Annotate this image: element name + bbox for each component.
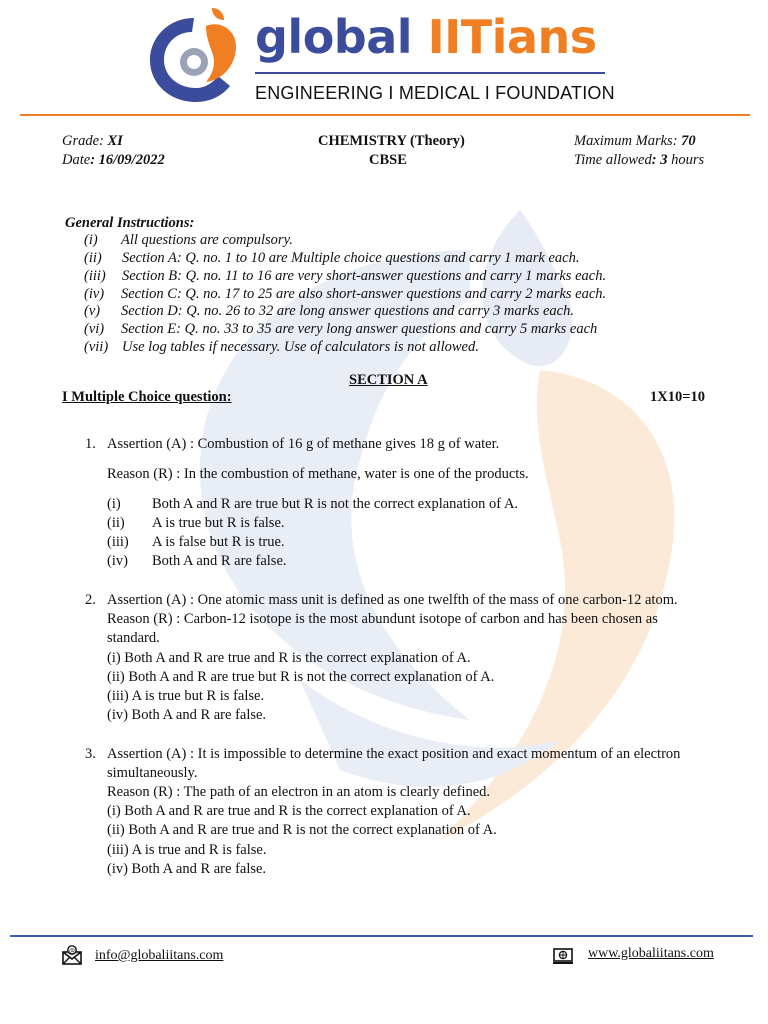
option-text: Both A and R are false. — [152, 553, 287, 569]
option-text: (ii) Both A and R are true and R is not the correct explanation of A. — [107, 822, 497, 838]
instruction-text: Section A: Q. no. 1 to 10 are Multiple choice questions and carry 1 mark each. — [122, 250, 580, 266]
instruction-number: (v) — [84, 303, 101, 319]
instruction-text: Section E: Q. no. 33 to 35 are very long answer questions and carry 5 marks each — [121, 321, 598, 337]
instruction-number: (iv) — [84, 286, 105, 302]
footer-website-link[interactable]: www.globaliitans.com — [588, 946, 714, 961]
question-reason: Reason (R) : Carbon-12 isotope is the most abundunt isotope of carbon and has been chosen as — [107, 611, 658, 627]
option-text: A is false but R is true. — [152, 534, 285, 550]
instruction-number: (vi) — [84, 321, 105, 337]
option-text: (ii) Both A and R are true but R is not the correct explanation of A. — [107, 669, 495, 685]
time-label: Time allowed — [574, 152, 652, 168]
instruction-text: Use log tables if necessary. Use of calculators is not allowed. — [122, 339, 479, 355]
question-number: 2. — [85, 592, 96, 608]
globe-monitor-icon — [552, 946, 574, 966]
section-subtitle: I Multiple Choice question: — [62, 389, 232, 405]
instruction-number: (ii) — [84, 250, 102, 266]
option-text: A is true but R is false. — [152, 515, 285, 531]
date-line — [62, 151, 165, 170]
svg-text:@: @ — [69, 947, 75, 955]
question-assertion: Assertion (A) : It is impossible to determine the exact position and exact momentum of an electron — [107, 746, 681, 762]
option-text: Both A and R are true but R is not the correct explanation of A. — [152, 496, 519, 512]
time-allowed-line — [574, 151, 704, 170]
instruction-number: (vii) — [84, 339, 109, 355]
option-number: (iv) — [107, 553, 128, 569]
instruction-text: Section C: Q. no. 17 to 25 are also short-answer questions and carry 2 marks each. — [121, 286, 607, 302]
footer-divider — [10, 935, 753, 937]
option-text: (iii) A is true and R is false. — [107, 842, 267, 858]
option-text: (i) Both A and R are true and R is the correct explanation of A. — [107, 650, 471, 666]
question-reason: Reason (R) : In the combustion of methane, water is one of the products. — [107, 466, 529, 482]
option-number: (i) — [107, 496, 121, 512]
brand-name-part2: IITians — [427, 10, 597, 64]
brand-name — [255, 10, 597, 64]
question-reason: Reason (R) : The path of an electron in an atom is clearly defined. — [107, 784, 491, 800]
question-number: 3. — [85, 746, 96, 762]
time-unit: hours — [671, 152, 705, 168]
footer-email-link[interactable]: info@globaliitans.com — [95, 948, 224, 963]
brand-logo-icon — [148, 4, 240, 104]
time-value: : 3 — [651, 152, 668, 168]
option-text: (iii) A is true but R is false. — [107, 688, 265, 704]
question-assertion-continued: simultaneously. — [107, 765, 198, 781]
header-divider — [20, 114, 750, 116]
date-label: Date — [62, 152, 91, 168]
instruction-text: Section B: Q. no. 11 to 16 are very short-answer questions and carry 1 marks each. — [122, 268, 607, 284]
board-name: CBSE — [369, 152, 407, 168]
grade-value: XI — [107, 133, 123, 149]
instruction-number: (i) — [84, 232, 98, 248]
question-number: 1. — [85, 436, 96, 452]
grade-label: Grade: — [62, 133, 104, 149]
section-title: SECTION A — [349, 372, 428, 388]
brand-name-part1: global — [255, 10, 413, 64]
instruction-number: (iii) — [84, 268, 106, 284]
brand-underline — [255, 72, 605, 74]
option-number: (ii) — [107, 515, 125, 531]
question-assertion: Assertion (A) : Combustion of 16 g of methane gives 18 g of water. — [107, 436, 500, 452]
instruction-text: Section D: Q. no. 26 to 32 are long answer questions and carry 3 marks each. — [121, 303, 574, 319]
subject-title: CHEMISTRY (Theory) — [318, 133, 465, 149]
question-reason-continued: standard. — [107, 630, 160, 646]
option-text: (iv) Both A and R are false. — [107, 707, 267, 723]
section-marks: 1X10=10 — [650, 389, 705, 405]
email-icon — [61, 944, 83, 966]
option-text: (iv) Both A and R are false. — [107, 861, 267, 877]
instruction-text: All questions are compulsory. — [121, 232, 293, 248]
option-text: (i) Both A and R are true and R is the correct explanation of A. — [107, 803, 471, 819]
grade-line — [62, 132, 123, 151]
tagline: ENGINEERING I MEDICAL I FOUNDATION — [255, 83, 615, 103]
instructions-title: General Instructions: — [65, 215, 195, 231]
max-marks-value: 70 — [681, 133, 696, 149]
max-marks-label: Maximum Marks: — [574, 133, 678, 149]
option-number: (iii) — [107, 534, 129, 550]
date-value: : 16/09/2022 — [90, 152, 165, 168]
question-assertion: Assertion (A) : One atomic mass unit is defined as one twelfth of the mass of one carbon-12 atom. — [107, 592, 678, 608]
max-marks-line — [574, 132, 696, 151]
